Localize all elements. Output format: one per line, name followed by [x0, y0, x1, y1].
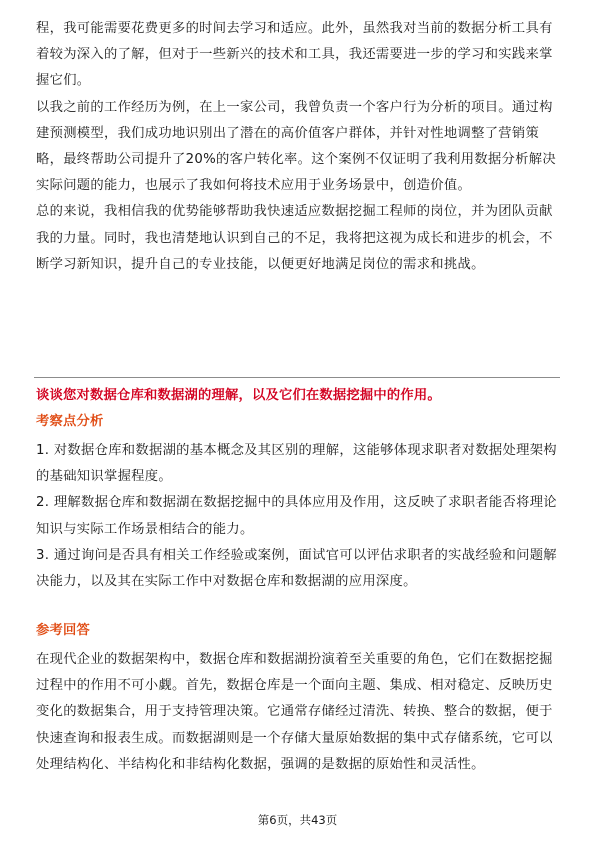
answer-text: 在现代企业的数据架构中，数据仓库和数据湖扮演着至关重要的角色，它们在数据挖掘过程中的作用不可小觑。首先，数据仓库是一个面向主题、集成、相对稳定、反映历史变化的数据集合，用于支持管理决策。它通常存储经过清洗、转换、整合的数据，便于快速查询和报表生成。而数据湖则是一个存储大量原始数据的集中式存储系统，它可以处理结构化、半结构化和非结构化数据，强调的是数据的原始性和灵活性。 [36, 652, 553, 772]
intro-paragraph-3: 总的来说，我相信我的优势能够帮助我快速适应数据挖掘工程师的岗位，并为团队贡献我的力量。同时，我也清楚地认识到自己的不足，我将把这视为成长和进步的机会，不断学习新知识，提升自己的专业技能，以便更好地满足岗位的需求和挑战。 [36, 204, 553, 272]
intro-text [36, 16, 560, 278]
section-divider [34, 377, 560, 378]
intro-paragraph-1: 程，我可能需要花费更多的时间去学习和适应。此外，虽然我对当前的数据分析工具有着较为深入的了解，但对于一些新兴的技术和工具，我还需要进一步的学习和实践来掌握它们。 [36, 21, 553, 89]
analysis-section [36, 412, 560, 595]
intro-paragraph-2: 以我之前的工作经历为例，在上一家公司，我曾负责一个客户行为分析的项目。通过构建预测模型，我们成功地识别出了潜在的高价值客户群体，并针对性地调整了营销策略，最终帮助公司提升了20%的客户转化率。这个案例不仅证明了我利用数据分析解决实际问题的能力，也展示了我如何将技术应用于业务场景中，创造价值。 [36, 99, 556, 194]
analysis-point-3: 3. 通过询问是否具有相关工作经验或案例，面试官可以评估求职者的实战经验和问题解决能力，以及其在实际工作中对数据仓库和数据湖的应用深度。 [36, 547, 557, 590]
answer-section [36, 621, 560, 778]
question-block [36, 386, 560, 406]
analysis-heading: 考察点分析 [36, 414, 104, 429]
page-number: 第6页，共43页 [257, 813, 338, 827]
analysis-point-2: 2. 理解数据仓库和数据湖在数据挖掘中的具体应用及作用，这反映了求职者能否将理论知识与实际工作场景相结合的能力。 [36, 495, 557, 537]
answer-heading: 参考回答 [36, 623, 90, 638]
question-title: 谈谈您对数据仓库和数据湖的理解，以及它们在数据挖掘中的作用。 [36, 388, 441, 403]
analysis-point-1: 1. 对数据仓库和数据湖的基本概念及其区别的理解，这能够体现求职者对数据处理架构的基础知识掌握程度。 [36, 443, 557, 485]
